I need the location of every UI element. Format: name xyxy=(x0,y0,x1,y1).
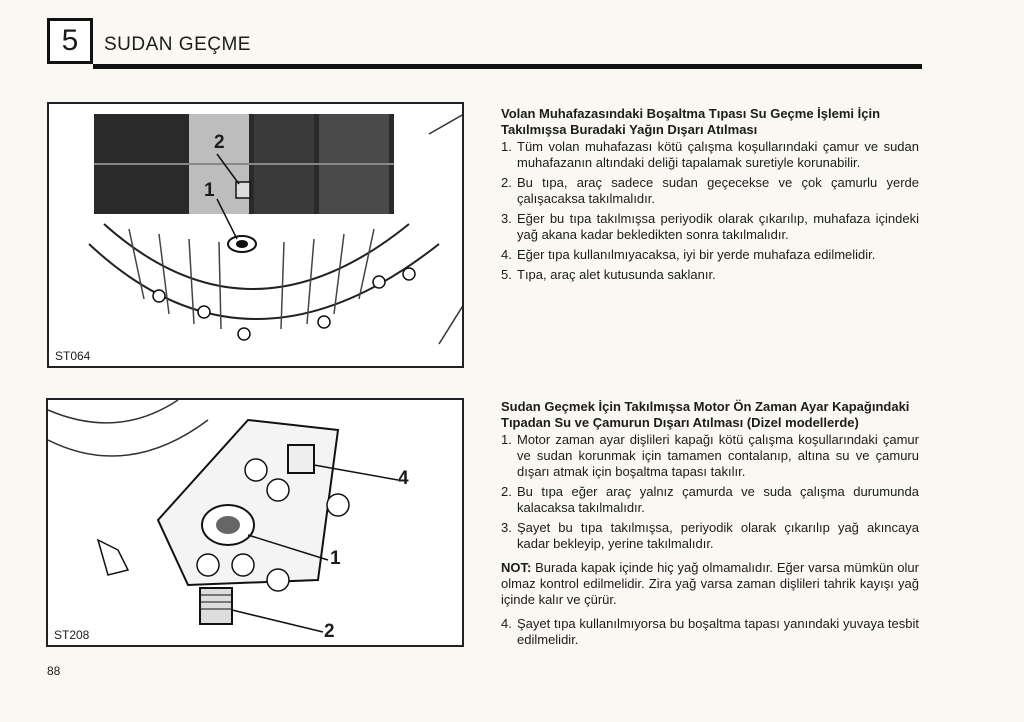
flywheel-housing-illustration xyxy=(49,104,464,368)
note-text: Burada kapak içinde hiç yağ olmamalıdır. Eğer varsa mümkün olur olmaz kontrol edilmelidir. Zira yağ varsa zaman dişlileri tahrik kayışı yağ içinde kalır ve çürür. xyxy=(501,560,919,607)
list-item: 2. Bu tıpa, araç sadece sudan geçecekse ve çok çamurlu yerde çalışacaksa takılmalıdır. xyxy=(501,175,919,206)
figure-st064 xyxy=(47,102,464,368)
callout-1: 1 xyxy=(330,548,341,569)
section-heading: Volan Muhafazasındaki Boşaltma Tıpası Su Geçme İşlemi İçin Takılmışsa Buradaki Yağın Dışarı Atılması xyxy=(501,106,881,137)
section-timing-cover-drain xyxy=(501,399,919,652)
list-item: 3. Eğer bu tıpa takılmışsa periyodik olarak çıkarılıp, muhafaza içindeki yağ akana kadar bekledikten sonra takılmalıdır. xyxy=(501,211,919,242)
list-item: 3. Şayet bu tıpa takılmışsa, periyodik olarak çıkarılıp yağ akıncaya kadar bekleyip, yerine takılmalıdır. xyxy=(501,520,919,551)
list-item: 5. Tıpa, araç alet kutusunda saklanır. xyxy=(501,267,716,282)
callout-4: 4 xyxy=(398,468,409,489)
figure-label: ST208 xyxy=(54,628,90,642)
figure-st208 xyxy=(46,398,464,647)
callout-2: 2 xyxy=(214,132,225,153)
note-label: NOT: xyxy=(501,560,532,575)
note-paragraph xyxy=(501,560,919,608)
chapter-title: SUDAN GEÇME xyxy=(104,34,251,55)
chapter-number: 5 xyxy=(61,24,79,57)
instruction-list xyxy=(501,432,919,552)
timing-cover-illustration xyxy=(48,400,464,647)
list-item: 2. Bu tıpa eğer araç yalnız çamurda ve suda çalışma durumunda kalacaksa takılmalıdır. xyxy=(501,484,919,515)
list-item: 4. Eğer tıpa kullanılmıyacaksa, iyi bir yerde muhafaza edilmelidir. xyxy=(501,247,876,262)
callout-1: 1 xyxy=(204,180,215,201)
section-flywheel-drain xyxy=(501,106,919,287)
instruction-list xyxy=(501,139,919,283)
header-rule xyxy=(93,64,922,69)
list-item: 4. Şayet tıpa kullanılmıyorsa bu boşaltma tapası yanındaki yuvaya tesbit edilmelidir. xyxy=(501,616,919,647)
page-number: 88 xyxy=(47,664,61,678)
chapter-number-box xyxy=(47,18,93,64)
figure-label: ST064 xyxy=(55,349,91,363)
list-item: 1. Motor zaman ayar dişlileri kapağı kötü çalışma koşullarındaki çamur ve sudan korunmak için tamamen contalanıp, altına su ve çamuru dışarı atmak için boşaltma tapası takılır. xyxy=(501,432,919,479)
section-heading: Sudan Geçmek İçin Takılmışsa Motor Ön Zaman Ayar Kapağındaki Tıpadan Su ve Çamurun Dışarı Atılması (Dizel modellerde) xyxy=(501,399,910,430)
list-item: 1. Tüm volan muhafazası kötü çalışma koşullarındaki çamur ve sudan muhafazanın altındaki deliği tapalamak suretiyle korunabilir. xyxy=(501,139,919,170)
callout-2: 2 xyxy=(324,621,335,642)
